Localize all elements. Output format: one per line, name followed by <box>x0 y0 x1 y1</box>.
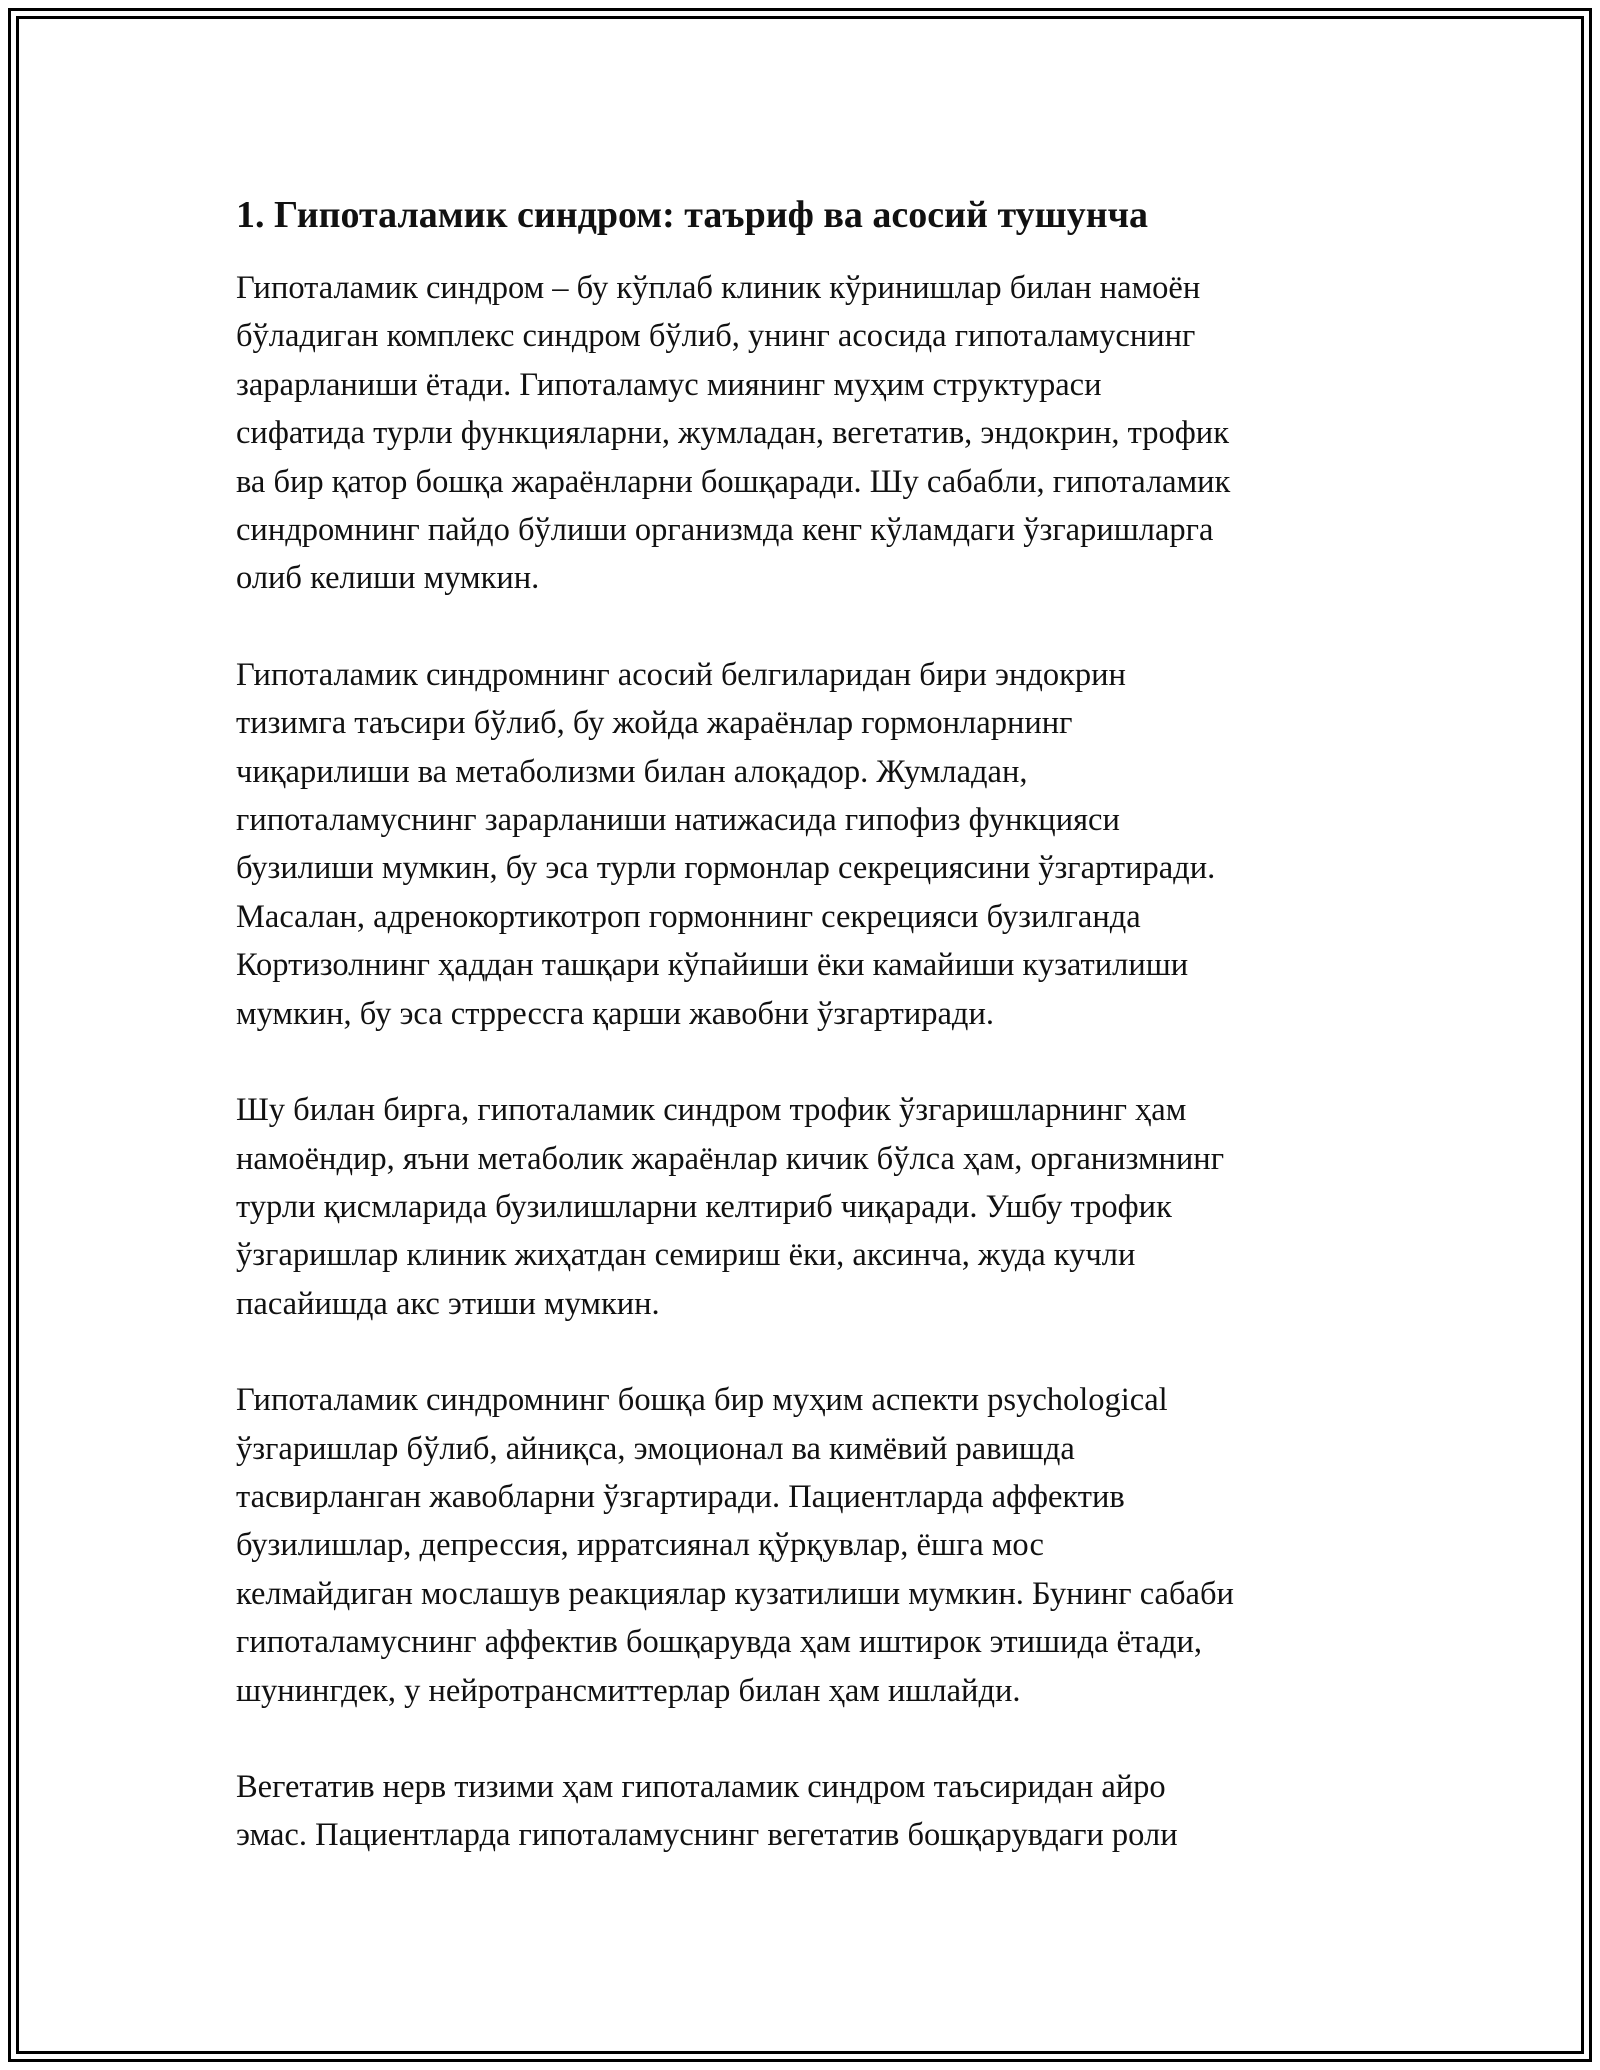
text-line: чиқарилиши ва метаболизми билан алоқадор. Жумладан, <box>236 753 1028 790</box>
text-line: бузилиши мумкин, бу эса турли гормонлар секрециясини ўзгартиради. <box>236 850 1216 887</box>
text-line: бўладиган комплекс синдром бўлиб, унинг асосида гипоталамуснинг <box>236 318 1196 355</box>
text-line: Гипоталамик синдромнинг асосий белгиларидан бири эндокрин <box>236 656 1126 693</box>
text-line: тизимга таъсири бўлиб, бу жойда жараёнлар гормонларнинг <box>236 705 1073 742</box>
paragraph-5 <box>236 1763 1376 1860</box>
text-line: эмас. Пациентларда гипоталамуснинг вегетатив бошқарувдаги роли <box>236 1817 1178 1854</box>
paragraph-2 <box>236 651 1376 1038</box>
text-line: келмайдиган мослашув реакциялар кузатилиши мумкин. Бунинг сабаби <box>236 1575 1234 1612</box>
text-line: Масалан, адренокортикотроп гормоннинг секрецияси бузилганда <box>236 898 1141 935</box>
text-line: турли қисмларида бузилишларни келтириб чиқаради. Ушбу трофик <box>236 1188 1172 1225</box>
document-body <box>236 188 1376 1908</box>
text-line: зарарланиши ётади. Гипоталамус миянинг муҳим структураси <box>236 366 1102 403</box>
paragraph-1 <box>236 264 1376 603</box>
text-line: ўзгаришлар бўлиб, айниқса, эмоционал ва кимёвий равишда <box>236 1430 1075 1467</box>
text-line: намоёндир, яъни метаболик жараёнлар кичик бўлса ҳам, организмнинг <box>236 1140 1225 1177</box>
text-line: гипоталамуснинг зарарланиши натижасида гипофиз функцияси <box>236 802 1120 839</box>
text-line: бузилишлар, депрессия, ирратсиянал қўрқувлар, ёшга мос <box>236 1527 1044 1564</box>
text-line: мумкин, бу эса стррессга қарши жавобни ўзгартиради. <box>236 995 994 1032</box>
paragraph-4 <box>236 1376 1376 1715</box>
text-line: Гипоталамик синдром – бу кўплаб клиник кўринишлар билан намоён <box>236 270 1201 306</box>
text-line: олиб келиши мумкин. <box>236 560 540 597</box>
section-heading: 1. Гипоталамик синдром: таъриф ва асосий тушунча <box>236 194 1149 236</box>
text-line: синдромнинг пайдо бўлиши организмда кенг кўламдаги ўзгаришларга <box>236 512 1214 549</box>
text-line: шунингдек, у нейротрансмиттерлар билан ҳам ишлайди. <box>236 1672 1021 1709</box>
text-line: пасайишда акс этиши мумкин. <box>236 1285 660 1322</box>
paragraph-3 <box>236 1086 1376 1328</box>
text-line: гипоталамуснинг аффектив бошқарувда ҳам иштирок этишида ётади, <box>236 1624 1203 1661</box>
text-line: Кортизолнинг ҳаддан ташқари кўпайиши ёки камайиши кузатилиши <box>236 947 1189 984</box>
text-line: Гипоталамик синдромнинг бошқа бир муҳим аспекти psychological <box>236 1382 1168 1419</box>
text-line: тасвирланган жавобларни ўзгартиради. Пациентларда аффектив <box>236 1478 1125 1515</box>
text-line: ўзгаришлар клиник жиҳатдан семириш ёки, аксинча, жуда кучли <box>236 1237 1136 1274</box>
text-line: Вегетатив нерв тизими ҳам гипоталамик синдром таъсиридан айро <box>236 1768 1166 1805</box>
text-line: ва бир қатор бошқа жараёнларни бошқаради. Шу сабабли, гипоталамик <box>236 463 1231 500</box>
text-line: Шу билан бирга, гипоталамик синдром трофик ўзгаришларнинг ҳам <box>236 1092 1187 1129</box>
text-line: сифатида турли функцияларни, жумладан, вегетатив, эндокрин, трофик <box>236 415 1229 452</box>
